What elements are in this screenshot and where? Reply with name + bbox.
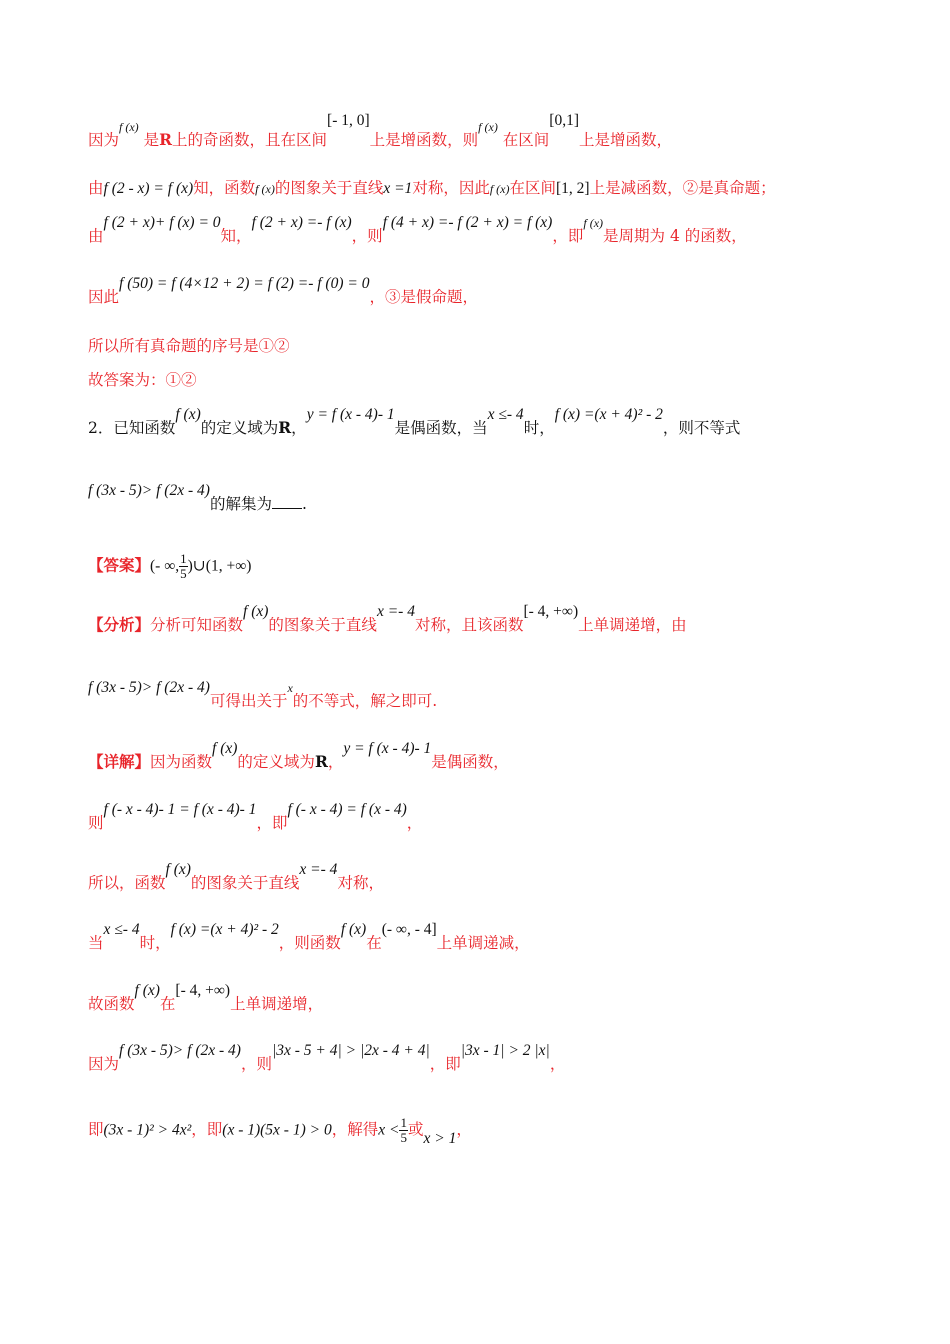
fraction [179,552,188,581]
denominator: 5 [180,566,187,581]
math: f (x) [489,182,510,196]
text: 的解集为 [209,495,272,513]
math: f (x) [583,216,604,230]
text: 分析可知函数 [150,616,244,634]
text: ，则 [240,1055,272,1073]
text: 由 [88,179,104,197]
text: 是周期为 4 的函数， [603,227,747,245]
math: f (x) [175,406,201,423]
text: ，即 [429,1055,461,1073]
math: x > 1 [423,1129,457,1147]
math: [- 4, +∞) [175,982,231,999]
text: 时， [523,419,555,437]
question-2-line-1 [88,406,741,439]
text: ，解得 [331,1120,379,1139]
text: 上是增函数， [578,131,672,149]
text: 的图象关于直线 [268,616,377,634]
math: x ≤- 4 [103,921,140,938]
math: |3x - 5 + 4| > |2x - 4 + 4| [271,1042,430,1059]
line-5 [88,336,290,356]
math: f (x) [255,182,275,196]
analysis-tag: 【分析】 [88,615,151,634]
math: f (- x - 4) = f (x - 4) [287,801,407,818]
text: 上单调递增，由 [578,616,687,634]
text: 对称， [337,874,384,892]
answer-blank [272,494,302,509]
text: 是偶函数，当 [394,419,488,437]
answer-line [88,552,251,581]
text: 的图象关于直线 [190,874,300,892]
text: 2．已知函数 [88,419,176,437]
math: y = f (x - 4)- 1 [343,740,432,757]
math: f (2 + x)+ f (x) = 0 [103,214,221,231]
text: 所以，函数 [88,874,166,892]
math: x =- 4 [299,861,338,878]
detail-line-5 [88,982,324,1015]
text: 在区间 [502,131,550,149]
text: 对称，因此 [412,179,490,197]
text: ，则 [351,227,383,245]
math: f (x) =(x + 4)² - 2 [170,921,279,938]
math: [- 4, +∞) [523,603,579,620]
analysis-line-1 [88,603,687,636]
text: ， [327,753,344,771]
math: x ≤- 4 [487,406,524,423]
line-3 [88,214,747,247]
text: 因此 [88,288,120,306]
text: 在区间 [509,179,556,197]
text: 故函数 [88,995,135,1013]
text: 对称，且该函数 [414,616,524,634]
line-6 [88,370,197,390]
math: y = f (x - 4)- 1 [306,406,395,423]
text: ，则不等式 [662,419,741,437]
text: ， [406,814,423,832]
math: f (2 - x) = f (x) [103,180,194,197]
text: 因为 [88,1055,120,1073]
text: ，即 [256,814,288,832]
math: (x - 1)(5x - 1) > 0 [222,1121,332,1139]
text: 上的奇函数，且在区间 [172,131,328,149]
math: (- ∞, [150,557,180,575]
math: f (3x - 5)> f (2x - 4) [88,482,210,499]
text: 在 [366,934,382,952]
math: f (x) [134,982,160,999]
math: x < [378,1121,400,1139]
text: . [301,495,307,513]
text: 所以所有真命题的序号是①② [88,337,290,355]
text: 是偶函数， [431,753,509,771]
math: f (x) [119,120,139,134]
math: x =1 [383,180,413,197]
text: 由 [88,227,104,245]
text: 当 [88,934,104,952]
answer-tag: 【答案】 [88,555,151,575]
math: f (2 + x) =- f (x) [251,214,352,231]
text: ， [549,1055,566,1073]
line-4 [88,275,478,308]
text: 的定义域为 [200,419,279,437]
real-set-symbol: R [278,418,292,437]
math: )∪(1, +∞) [187,557,252,575]
real-set-symbol: R [314,752,328,771]
text: ， [291,419,307,437]
line-1 [88,112,672,151]
text: 上单调递减， [436,934,530,952]
text: ， [456,1120,472,1139]
text: 则 [88,814,104,832]
line-2 [88,178,776,199]
math: x =- 4 [376,603,415,620]
analysis-line-2 [88,679,438,712]
math: f (3x - 5)> f (2x - 4) [88,679,210,696]
math: (3x - 1)² > 4x² [103,1121,192,1139]
real-set-symbol: R [159,130,173,149]
text: 上是减函数，②是真命题； [589,179,776,197]
text: 即 [88,1120,104,1139]
math: [0,1] [549,112,579,129]
detail-line-2 [88,801,423,834]
math: [- 1, 0] [327,112,370,129]
text: 上是增函数，则 [369,131,479,149]
math: f (3x - 5)> f (2x - 4) [119,1042,241,1059]
math: f (x) [165,861,191,878]
numerator: 1 [400,1115,407,1130]
math: f (4 + x) =- f (2 + x) = f (x) [382,214,553,231]
math: f (- x - 4)- 1 = f (x - 4)- 1 [103,801,257,818]
text: 的图象关于直线 [274,179,384,197]
text: 因为 [88,131,120,149]
math: (- ∞, - 4] [381,921,437,938]
text: 在 [159,995,176,1013]
text: ，即 [191,1120,223,1139]
text: 的不等式，解之即可. [292,692,438,710]
detail-line-3 [88,861,384,894]
text: ，③是假命题， [369,288,478,306]
question-2-line-2 [88,482,307,515]
detail-tag: 【详解】 [88,752,151,771]
text: ，即 [552,227,584,245]
detail-line-1 [88,740,509,773]
math: [1, 2] [556,180,590,197]
text: 的定义域为 [237,753,315,771]
text: 是 [143,131,160,149]
math: f (x) [478,120,498,134]
text: ，则函数 [278,934,341,952]
text: 可得出关于 [209,692,288,710]
denominator: 5 [400,1130,407,1145]
text: 时， [139,934,171,952]
math: f (x) =(x + 4)² - 2 [554,406,663,423]
detail-line-7 [88,1116,472,1145]
fraction [399,1116,408,1145]
math: |3x - 1| > 2 |x| [460,1042,550,1059]
math: x [287,681,293,695]
text: 因为函数 [150,753,213,771]
math: f (50) = f (4×12 + 2) = f (2) =- f (0) = 0 [119,275,370,292]
numerator: 1 [180,551,187,566]
text: 上单调递增， [230,995,324,1013]
detail-line-6 [88,1042,566,1075]
text: 或 [407,1120,424,1139]
math: f (x) [243,603,269,620]
math: f (x) [340,921,367,938]
text: 故答案为：①② [88,371,197,389]
math: f (x) [212,740,238,757]
text: 知， [220,227,252,245]
text: 知，函数 [193,179,256,197]
detail-line-4 [88,921,530,954]
